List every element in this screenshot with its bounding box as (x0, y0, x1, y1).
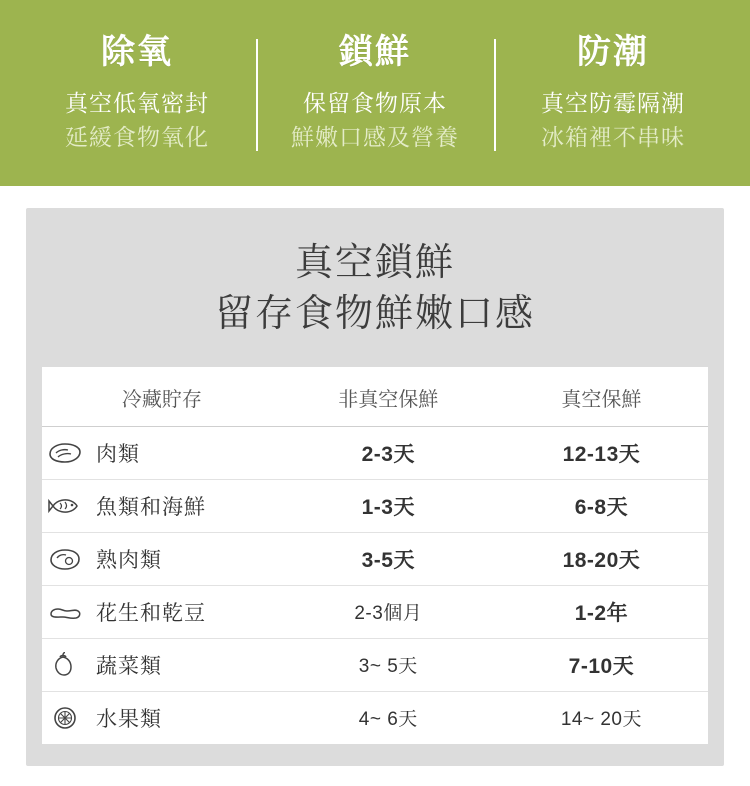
row-vacuum (495, 479, 708, 532)
feature-line2-freshlock: 鮮嫩口感及營養 (291, 124, 459, 151)
storage-table (42, 367, 708, 744)
table-header-row (42, 367, 708, 427)
row-label: 水果類 (96, 707, 162, 731)
feature-title-freshlock: 鎖鮮 (339, 33, 411, 72)
row-item-cooked-meat (42, 532, 282, 585)
feature-line2-moistureproof: 冰箱裡不串味 (541, 124, 685, 151)
row-non-vacuum-value: 4~ 6天 (358, 709, 418, 731)
table-row (42, 532, 708, 585)
row-non-vacuum (282, 585, 495, 638)
row-label: 蔬菜類 (96, 654, 162, 678)
row-vacuum-value: 14~ 20天 (560, 709, 642, 731)
row-vacuum (495, 691, 708, 744)
row-vacuum (495, 426, 708, 479)
feature-line1-moistureproof: 真空防霉隔潮 (541, 89, 685, 116)
row-non-vacuum-value: 2-3個月 (354, 603, 423, 625)
feature-title-moistureproof: 防潮 (577, 33, 649, 72)
table-row (42, 479, 708, 532)
feature-line1-freshlock: 保留食物原本 (303, 89, 447, 116)
row-item-peanut (42, 585, 282, 638)
feature-column-deoxygen (18, 31, 256, 155)
row-vacuum-value: 6-8天 (574, 495, 629, 519)
row-label: 熟肉類 (96, 548, 162, 572)
row-non-vacuum (282, 532, 495, 585)
card-heading (42, 238, 708, 341)
row-non-vacuum (282, 638, 495, 691)
table-row (42, 638, 708, 691)
storage-card-wrapper (0, 186, 750, 766)
eggplant-icon (46, 650, 84, 680)
row-vacuum (495, 585, 708, 638)
fish-icon (46, 491, 84, 521)
column-header-non-vacuum: 非真空保鮮 (282, 367, 495, 427)
storage-card (26, 208, 724, 766)
row-vacuum (495, 532, 708, 585)
row-vacuum-value: 12-13天 (562, 442, 641, 466)
feature-column-freshlock (256, 31, 494, 155)
row-item-vegetable (42, 638, 282, 691)
citrus-icon (46, 703, 84, 733)
row-non-vacuum-value: 3~ 5天 (358, 656, 418, 678)
feature-title-deoxygen: 除氧 (101, 33, 173, 72)
table-row (42, 426, 708, 479)
row-non-vacuum-value: 2-3天 (361, 442, 415, 466)
row-non-vacuum (282, 426, 495, 479)
column-header-vacuum: 真空保鮮 (495, 367, 708, 427)
row-non-vacuum-value: 3-5天 (361, 548, 415, 572)
card-heading-line1: 真空鎖鮮 (294, 242, 455, 284)
peanut-icon (46, 597, 84, 627)
table-row (42, 585, 708, 638)
row-non-vacuum (282, 691, 495, 744)
row-label: 花生和乾豆 (96, 601, 206, 625)
row-vacuum (495, 638, 708, 691)
table-row (42, 691, 708, 744)
feature-line2-deoxygen: 延緩食物氧化 (65, 124, 209, 151)
row-vacuum-value: 18-20天 (562, 548, 641, 572)
feature-banner (0, 0, 750, 186)
card-heading-line2: 留存食物鮮嫩口感 (214, 293, 535, 336)
table-header (42, 367, 708, 427)
cooked-meat-icon (46, 544, 84, 574)
row-item-fish (42, 479, 282, 532)
row-label: 魚類和海鮮 (96, 495, 206, 519)
row-label: 肉類 (96, 442, 140, 466)
feature-line1-deoxygen: 真空低氧密封 (65, 89, 209, 116)
meat-icon (46, 438, 84, 468)
feature-column-moistureproof (494, 31, 732, 155)
row-vacuum-value: 1-2年 (574, 601, 629, 625)
row-item-meat (42, 426, 282, 479)
column-header-item: 冷藏貯存 (42, 367, 282, 427)
table-body (42, 426, 708, 744)
row-non-vacuum-value: 1-3天 (361, 495, 415, 519)
row-item-fruit (42, 691, 282, 744)
row-non-vacuum (282, 479, 495, 532)
row-vacuum-value: 7-10天 (568, 654, 635, 678)
